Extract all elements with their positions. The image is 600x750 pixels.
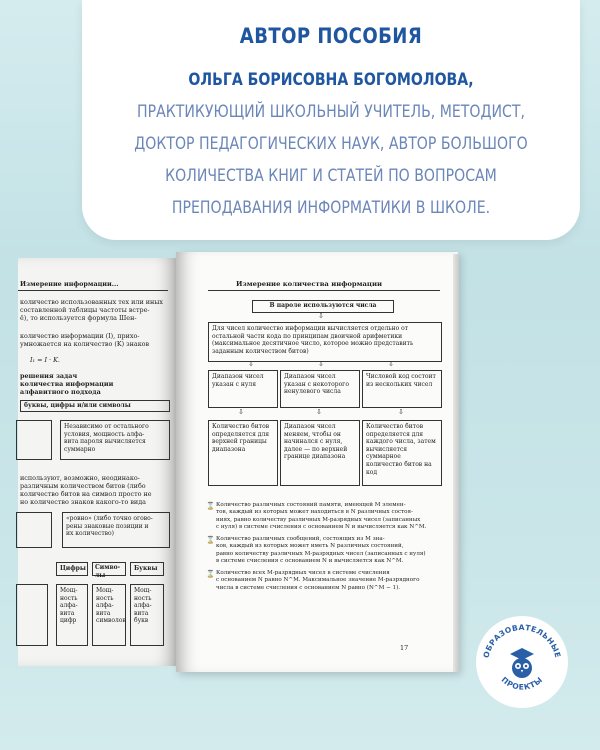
box-line: их количество) [66,530,114,538]
note-line: числа в системе счисления с основанием N равно (N^M − 1). [216,584,401,591]
box-text: Диапазон чисел меняем, чтобы он начинался с нуля, далее — по верхней границе диапазона [284,423,348,461]
box-main-rule [208,322,442,362]
author-name: ОЛЬГА БОРИСОВНА БОГОМОЛОВА, [188,70,474,90]
box-bits-upper [208,420,278,486]
box-line: букв [134,617,149,625]
author-line-4: КОЛИЧЕСТВА КНИГ И СТАТЕЙ ПО ВОПРОСАМ [165,166,497,186]
left-line: количество битов на символ просто не [20,490,152,498]
box-line: Мощ- [134,587,152,594]
arrow-down-icon: ⇩ [398,408,404,416]
arrow-down-icon: ⇩ [388,360,394,368]
arrow-down-icon: ⇩ [318,312,324,320]
publisher-logo [474,614,570,710]
box-line: вита пароля вычисляется [64,438,146,446]
box-line: вита [60,609,75,617]
box-label [93,563,125,580]
box-line: ность [96,594,114,602]
left-box-exact [62,512,170,548]
note-line: с нуля) в системе счисления с основанием N и вычисляется как N^M. [216,524,427,531]
note-1 [216,502,426,532]
left-box-power-text [93,585,125,627]
left-box-power-letters [130,584,164,646]
box-text: В пароле используются числа [269,302,377,309]
box-line: алфа- [134,602,152,610]
box-range-nonzero [280,370,360,408]
note-line: тов, каждый из которых может находиться в N различных состоя- [216,509,413,516]
left-line: составленной таблицы частоты встре- [20,306,150,314]
left-box-cut-3 [16,584,48,646]
right-header-rule [208,290,440,291]
box-line: вита [96,609,111,617]
left-header: Измерение информации... [20,280,119,288]
logo-text-bottom: ПРОЕКТЫ [499,675,545,692]
box-text: Для чисел количество информации вычисляется отдельно от остальной части кода по принципам двоичной арифметики (максимальное десятичное число, которое можно представить заданным количеством битов) [212,325,414,355]
label-part: Симво- [95,564,121,571]
box-multiple-numbers [362,370,442,408]
box-shift-range [280,420,360,486]
note-2 [216,536,426,566]
box-line: «ровно» (либо точно огово- [66,515,153,522]
left-box-cut [16,420,52,460]
page-number: 17 [400,644,409,652]
left-box-header-text: буквы, цифры и/или символы [24,402,131,409]
hourglass-icon: ⌛ [206,536,215,544]
left-line: умножается на количество (K) знаков [20,340,150,348]
page-edge [453,254,459,672]
card-title: АВТОР ПОСОБИЯ [239,24,423,48]
box-text: Количество битов определяется для каждого числа, затем вычисляется суммарное количество битов на код [366,423,436,476]
left-line: используют, возможно, неодинако- [20,474,140,482]
logo-text-top: ОБРАЗОВАТЕЛЬНЫЕ [481,622,563,659]
box-bits-each [362,420,442,486]
box-text: Диапазон чисел указан с некоторого ненулевого числа [284,373,349,396]
left-line: количество использованных тех или иных [20,298,163,306]
box-line: цифр [60,617,77,625]
note-line: Количество различных состояний памяти, имеющей M элемен- [216,502,406,508]
left-line: количества информации [20,380,114,388]
box-text: Диапазон чисел указан с нуля [212,373,264,388]
left-box-digits [56,562,88,576]
box-line: алфа- [60,602,78,610]
author-description [127,64,535,224]
left-line: количество информации (I), прихо- [20,332,140,340]
note-3 [216,570,419,592]
box-line: Мощ- [96,587,114,594]
left-line: решения задач [20,372,78,380]
box-line: алфа- [96,602,114,610]
note-line: в системе счисления с основанием N и вычисляется как N^M. [216,558,404,565]
box-line: Мощ- [60,587,78,594]
left-line: ё), то используется формула Шен- [20,314,137,322]
right-header: Измерение количества информации [236,280,383,288]
open-book [18,252,458,672]
left-box-header [20,400,170,412]
box-line: ность [60,594,78,602]
author-line-5: ПРЕПОДАВАНИЯ ИНФОРМАТИКИ В ШКОЛЕ. [171,198,491,218]
left-box-power-text [131,585,163,627]
hourglass-icon: ⌛ [206,570,215,578]
left-page [18,258,176,666]
box-line: условия, мощность алфа- [64,430,145,438]
box-line: вита [134,609,149,617]
author-line-3: ДОКТОР ПЕДАГОГИЧЕСКИХ НАУК, АВТОР БОЛЬШОГО [134,134,528,154]
left-box-cut-2 [16,512,52,548]
arrow-down-icon: ⇩ [248,360,254,368]
box-text: Количество битов определяется для верхней границы диапазона [212,423,270,453]
box-line: рены знаковые позиции и [66,522,149,530]
left-box-power-text [57,585,87,627]
box-line: Независимо от остального [64,423,149,430]
left-box-exact-text [63,513,169,540]
left-box-text [61,421,169,455]
left-line: различным количеством битов (либо [20,482,146,490]
left-box-symbols [92,562,126,579]
left-box-letters [130,562,164,576]
left-header-rule [18,290,168,291]
box-range-zero [208,370,278,408]
note-line: ниях, равно количеству различных M-разрядных чисел (записанных [216,516,421,523]
note-line: Количество различных сообщений, состоящих из M зна- [216,536,385,542]
left-box-independent [60,420,170,460]
box-line: символов [96,617,126,625]
left-line: но количество знаков какого-то вида [20,498,146,506]
arrow-down-icon: ⇩ [318,360,324,368]
hourglass-icon: ⌛ [206,502,215,510]
note-line: Количество всех M-разрядных чисел в системе счисления [216,570,390,576]
box-line: ность [134,594,152,602]
left-line: алфавитного подхода [20,388,101,396]
label-part: лы [95,571,106,579]
author-card [82,0,580,240]
author-line-2: ПРАКТИКУЮЩИЙ ШКОЛЬНЫЙ УЧИТЕЛЬ, МЕТОДИСТ, [137,102,525,122]
note-line: ков, каждый из которых может иметь N различных состояний, [216,543,404,550]
formula: I₁ = I · K. [30,356,60,364]
box-label: Буквы [134,565,158,572]
arrow-down-icon: ⇩ [316,408,322,416]
left-box-power-symbols [92,584,126,646]
note-line: с основанием N равно N^M. Максимальное значение M-разрядного [216,577,420,584]
note-line: равно количеству различных M-разрядных чисел (записанных с нуля) [216,550,426,557]
box-text: Числовой код состоит из нескольких чисел [366,373,436,388]
box-label: Цифры [60,565,86,572]
right-page [176,252,458,672]
arrow-down-icon: ⇩ [238,408,244,416]
box-line: суммарно [64,445,96,453]
left-box-power-digits [56,584,88,646]
